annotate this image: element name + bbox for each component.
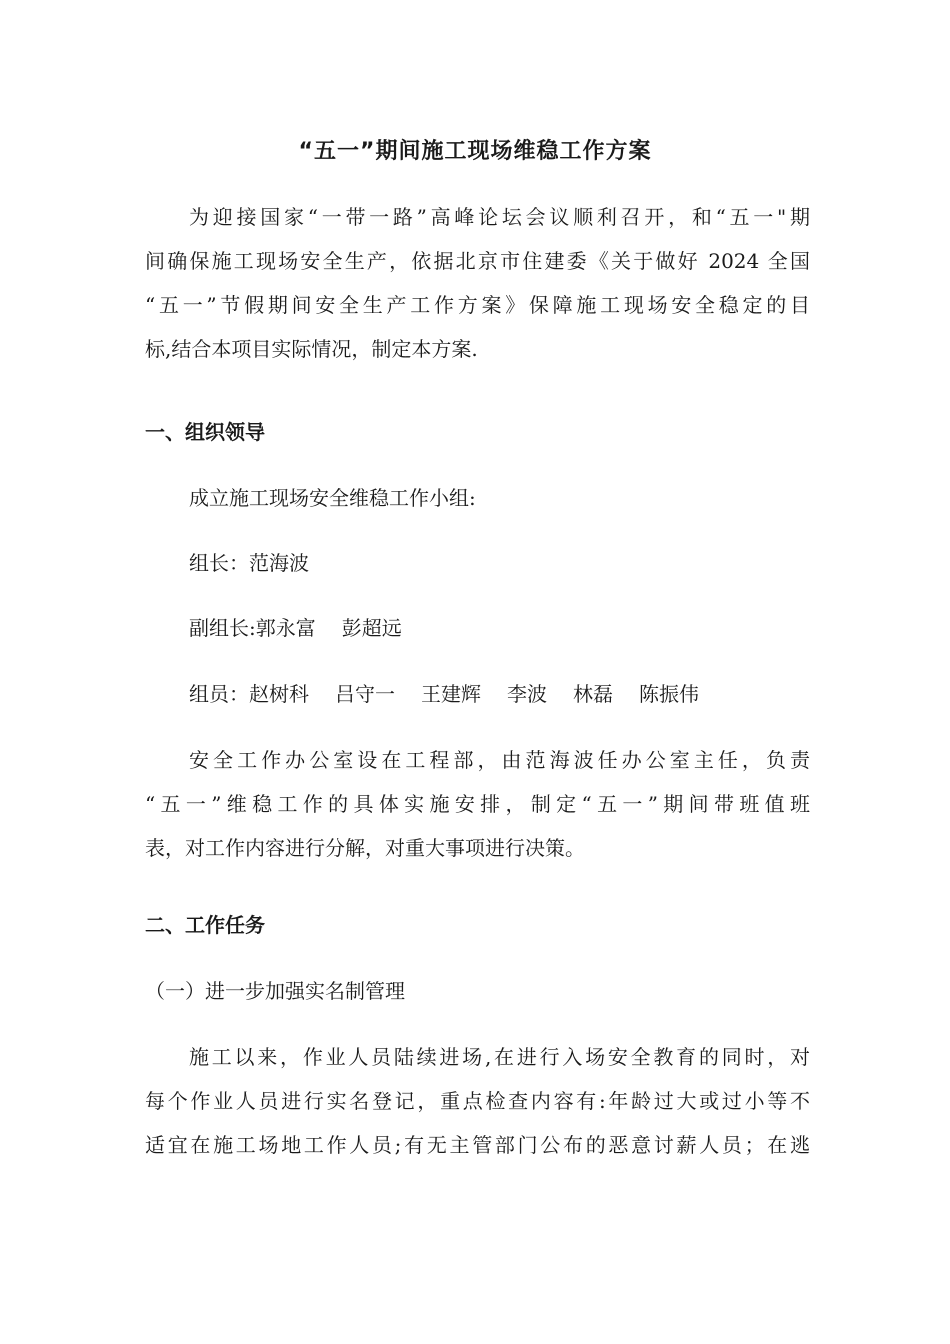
intro-paragraph — [145, 195, 810, 371]
subsection-1-heading: （一）进一步加强实名制管理 — [145, 979, 405, 1003]
document-title: “五一”期间施工现场维稳工作方案 — [298, 139, 652, 164]
real-name-paragraph — [145, 1035, 810, 1167]
group-setup-text: 成立施工现场安全维稳工作小组: — [189, 486, 476, 510]
section-1-heading: 一、组织领导 — [145, 420, 265, 444]
deputy-name: 彭超远 — [341, 616, 402, 640]
body-line-1: 施工以来，作业人员陆续进场,在进行入场安全教育的同时，对 — [189, 1045, 810, 1069]
body-line-3: 适宜在施工场地工作人员;有无主管部门公布的恶意讨薪人员；在逃 — [145, 1133, 810, 1157]
deputy-label: 副组长: — [189, 616, 256, 640]
member-name: 王建辉 — [421, 682, 481, 706]
member-name: 林磊 — [573, 682, 613, 706]
deputy-leaders-text — [189, 606, 854, 650]
office-line-1: 安全工作办公室设在工程部，由范海波任办公室主任，负责 — [189, 748, 810, 772]
intro-line-3: “五一”节假期间安全生产工作方案》保障施工现场安全稳定的目 — [145, 293, 810, 317]
member-name: 李波 — [507, 682, 547, 706]
members-label: 组员： — [189, 682, 249, 706]
group-leader-text: 组长：范海波 — [189, 551, 309, 575]
section-2-heading: 二、工作任务 — [145, 913, 265, 937]
deputy-name: 郭永富 — [255, 616, 316, 640]
group-members-text — [189, 672, 854, 716]
intro-line-2: 间确保施工现场安全生产，依据北京市住建委《关于做好 2024 全国 — [145, 249, 810, 273]
intro-line-1: 为迎接国家“一带一路”高峰论坛会议顺利召开，和“五一"期 — [189, 205, 810, 229]
office-line-3: 表，对工作内容进行分解，对重大事项进行决策。 — [145, 836, 585, 860]
member-name: 赵树科 — [249, 682, 309, 706]
member-name: 吕守一 — [335, 682, 395, 706]
intro-line-4: 标,结合本项目实际情况，制定本方案. — [145, 337, 478, 361]
member-name: 陈振伟 — [639, 682, 699, 706]
office-line-2: “五一”维稳工作的具体实施安排，制定“五一”期间带班值班 — [145, 792, 810, 816]
office-paragraph — [145, 738, 810, 870]
body-line-2: 每个作业人员进行实名登记，重点检查内容有:年龄过大或过小等不 — [145, 1089, 810, 1113]
